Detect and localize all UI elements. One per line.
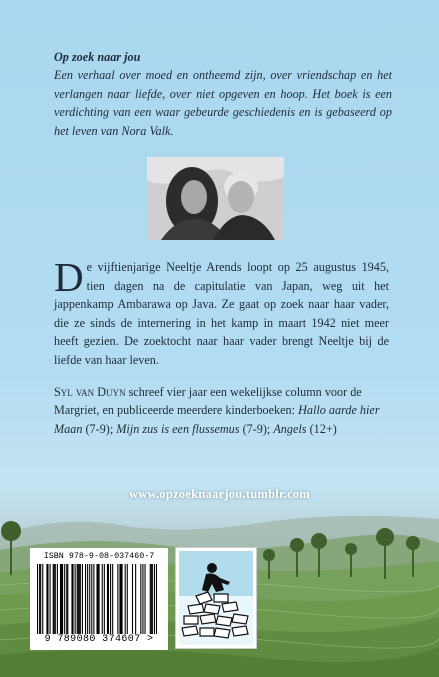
barcode-bar (132, 564, 133, 634)
barcode-bar (87, 564, 88, 634)
barcode-bar (102, 564, 103, 634)
barcode-bar (61, 564, 62, 634)
barcode-bars (37, 564, 157, 634)
book-age-3: (12+) (306, 421, 337, 436)
barcode-bar (154, 564, 155, 634)
website-url: www.opzoeknaarjou.tumblr.com (128, 487, 311, 501)
barcode-bar (99, 564, 100, 634)
barcode-bar (85, 564, 86, 634)
barcode-bar (78, 564, 79, 634)
isbn-digits: 9 789080 374607 > (44, 634, 154, 645)
story-paragraph (54, 254, 389, 370)
barcode-bar (75, 564, 76, 634)
portrait-photo (147, 157, 284, 240)
barcode-bar (125, 564, 126, 634)
barcode-bar (140, 564, 141, 634)
barcode-bar (107, 564, 108, 634)
barcode-bar (64, 564, 65, 634)
barcode-bar (144, 564, 145, 634)
intro-text: Een verhaal over moed en ontheemd zijn, over vriendschap en het verlangen naar liefde, over niet opgeven en hoop. Het boek is een verdichting van een waar gebeurde geschiedenis en is gebaseerd op het leven van Nora Valk. (54, 68, 392, 138)
author-bio (54, 383, 389, 438)
barcode-bar (60, 564, 61, 634)
barcode-bar (42, 564, 43, 634)
book-age-2: (7-9); (239, 421, 274, 436)
book-title-2: Mijn zus is een flussemus (116, 421, 240, 436)
author-bio-text: schreef vier jaar een wekelijkse column voor de Margriet, en publiceerde meerdere kinderboeken: (54, 385, 362, 418)
author-name: Syl van Duyn (54, 385, 126, 399)
book-title-1: Hallo aarde hier Maan (54, 403, 380, 436)
barcode-bar (50, 564, 51, 634)
barcode-bar (151, 564, 152, 634)
barcode-bar (112, 564, 113, 634)
barcode-bar (40, 564, 41, 634)
barcode-bar (156, 564, 157, 634)
barcode-bar (135, 564, 136, 634)
barcode-bar (91, 564, 92, 634)
barcode-bar (39, 564, 40, 634)
barcode-bar (71, 564, 72, 634)
book-age-1: (7-9); (82, 421, 117, 436)
isbn-barcode (30, 548, 168, 650)
isbn-label: ISBN 978-9-08-037460-7 (43, 551, 155, 561)
barcode-bar (62, 564, 63, 634)
barcode-bar (54, 564, 55, 634)
barcode-bar (72, 564, 73, 634)
book-title: Op zoek naar jou (54, 50, 141, 64)
intro-blurb (54, 48, 392, 140)
barcode-bar (152, 564, 153, 634)
drop-cap: D (54, 254, 84, 300)
barcode-bar (104, 564, 105, 634)
barcode-bar (53, 564, 54, 634)
barcode-bar (117, 564, 118, 634)
story-text: e vijftienjarige Neeltje Arends loopt op 25 augustus 1945, tien dagen na de capitulatie van Japan, weg uit het jappenkamp Ambarawa op Java. Ze gaat op zoek naar haar vader, die ze sinds de internering in het kamp in maart 1942 niet meer heeft gezien. De zoektocht naar haar vader brengt Neeltje bij de liefde van haar leven. (54, 260, 389, 367)
barcode-bar (122, 564, 123, 634)
barcode-bar (55, 564, 56, 634)
barcode-bar (127, 564, 128, 634)
barcode-bar (96, 564, 97, 634)
barcode-bar (79, 564, 80, 634)
barcode-bar (142, 564, 143, 634)
barcode-bar (108, 564, 109, 634)
barcode-bar (89, 564, 90, 634)
barcode-bar (82, 564, 83, 634)
book-title-3: Angels (273, 421, 307, 436)
barcode-bar (77, 564, 78, 634)
barcode-bar (37, 564, 38, 634)
barcode-bar (98, 564, 99, 634)
barcode-bar (120, 564, 121, 634)
barcode-bar (80, 564, 81, 634)
barcode-bar (119, 564, 120, 634)
barcode-bar (93, 564, 94, 634)
barcode-bar (150, 564, 151, 634)
barcode-bar (67, 564, 68, 634)
barcode-bar (57, 564, 58, 634)
publisher-logo (175, 547, 257, 649)
barcode-bar (47, 564, 48, 634)
barcode-bar (66, 564, 67, 634)
barcode-bar (110, 564, 111, 634)
barcode-bar (46, 564, 47, 634)
